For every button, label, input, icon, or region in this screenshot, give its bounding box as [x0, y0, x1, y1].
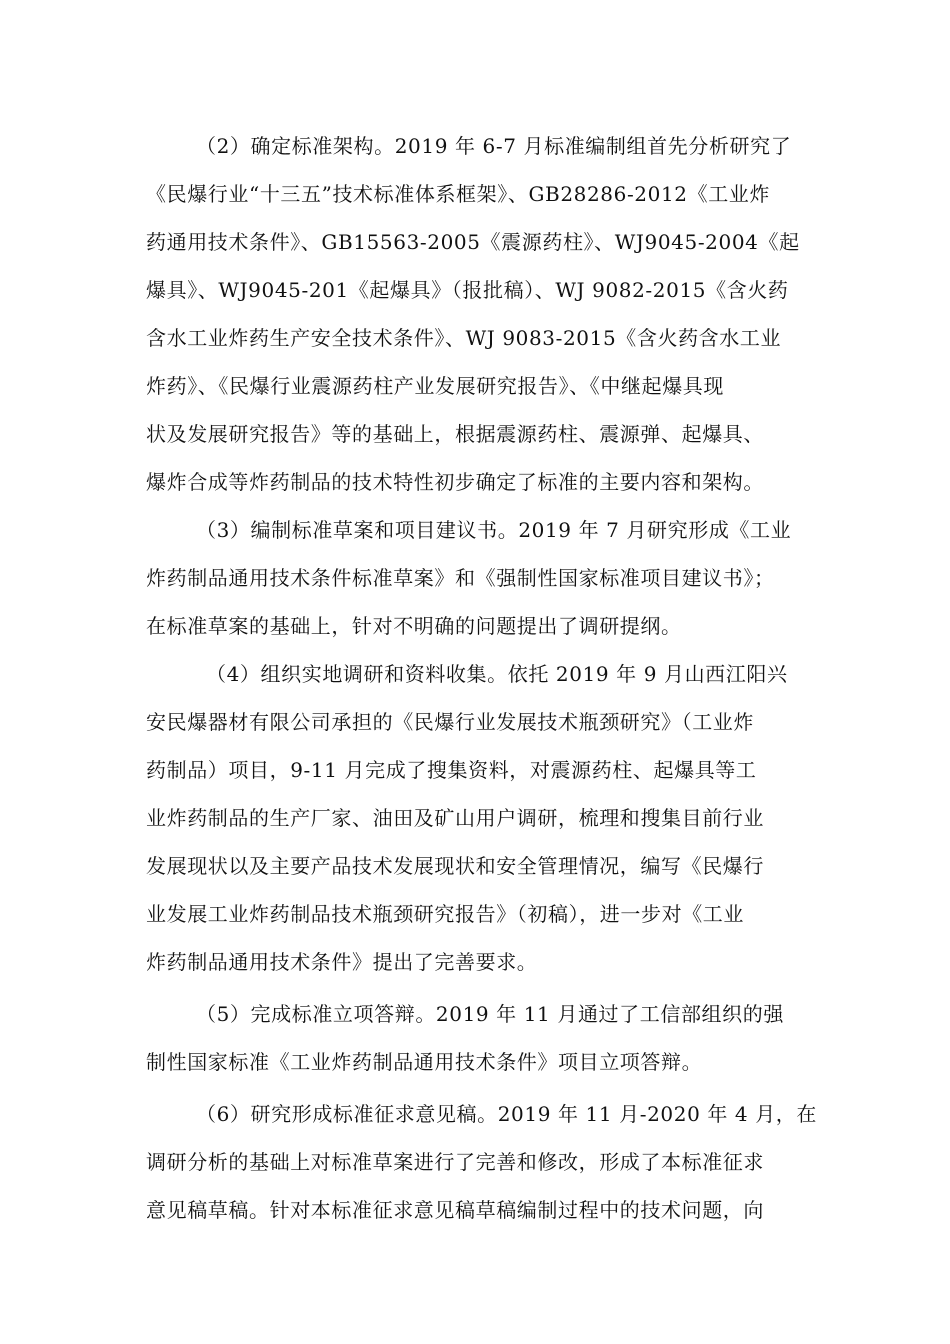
paragraph-2-line-1: （2）确定标准架构。2019 年 6-7 月标准编制组首先分析研究了 [196, 134, 792, 158]
paragraph-2-line-8: 爆炸合成等炸药制品的技术特性初步确定了标准的主要内容和架构。 [146, 470, 764, 494]
paragraph-2-line-4: 爆具》、WJ9045-201《起爆具》（报批稿）、WJ 9082-2015《含火药 [146, 278, 789, 302]
paragraph-4-line-1: （4）组织实地调研和资料收集。依托 2019 年 9 月山西江阳兴 [206, 662, 788, 686]
paragraph-4-line-3: 药制品）项目，9-11 月完成了搜集资料，对震源药柱、起爆具等工 [146, 758, 757, 782]
paragraph-6-line-3: 意见稿草稿。针对本标准征求意见稿草稿编制过程中的技术问题，向 [146, 1198, 764, 1222]
paragraph-6-line-1: （6）研究形成标准征求意见稿。2019 年 11 月-2020 年 4 月，在 [196, 1102, 817, 1126]
paragraph-4-line-6: 业发展工业炸药制品技术瓶颈研究报告》（初稿），进一步对《工业 [146, 902, 744, 926]
paragraph-4-line-7: 炸药制品通用技术条件》提出了完善要求。 [146, 950, 538, 974]
paragraph-3-line-3: 在标准草案的基础上，针对不明确的问题提出了调研提纲。 [146, 614, 682, 638]
paragraph-2-line-2: 《民爆行业“十三五”技术标准体系框架》、GB28286-2012《工业炸 [146, 182, 771, 206]
paragraph-2-line-3: 药通用技术条件》、GB15563-2005《震源药柱》、WJ9045-2004《起 [146, 230, 800, 254]
paragraph-2-line-5: 含水工业炸药生产安全技术条件》、WJ 9083-2015《含火药含水工业 [146, 326, 782, 350]
paragraph-6-line-2: 调研分析的基础上对标准草案进行了完善和修改，形成了本标准征求 [146, 1150, 764, 1174]
paragraph-4-line-4: 业炸药制品的生产厂家、油田及矿山用户调研，梳理和搜集目前行业 [146, 806, 764, 830]
paragraph-5-line-2: 制性国家标准《工业炸药制品通用技术条件》项目立项答辩。 [146, 1050, 703, 1074]
paragraph-5-line-1: （5）完成标准立项答辩。2019 年 11 月通过了工信部组织的强 [196, 1002, 784, 1026]
paragraph-4-line-2: 安民爆器材有限公司承担的《民爆行业发展技术瓶颈研究》（工业炸 [146, 710, 754, 734]
paragraph-3-line-1: （3）编制标准草案和项目建议书。2019 年 7 月研究形成《工业 [196, 518, 792, 542]
paragraph-2-line-7: 状及发展研究报告》等的基础上，根据震源药柱、震源弹、起爆具、 [146, 422, 764, 446]
paragraph-3-line-2: 炸药制品通用技术条件标准草案》和《强制性国家标准项目建议书》； [146, 566, 775, 590]
paragraph-2-line-6: 炸药》、《民爆行业震源药柱产业发展研究报告》、《中继起爆具现 [146, 374, 724, 398]
paragraph-4-line-5: 发展现状以及主要产品技术发展现状和安全管理情况，编写《民爆行 [146, 854, 764, 878]
